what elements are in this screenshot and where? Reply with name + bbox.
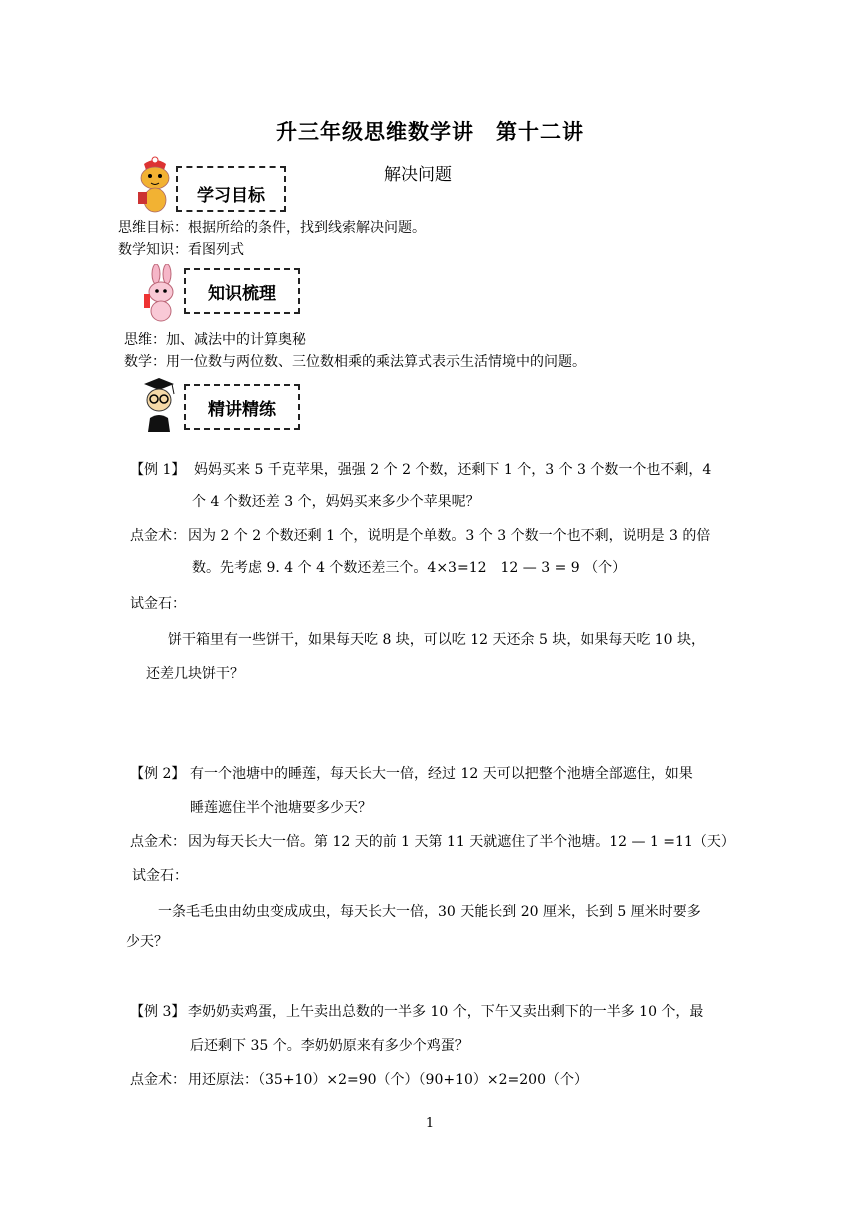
tiger-mascot-icon bbox=[134, 156, 176, 214]
page-title: 升三年级思维数学讲 第十二讲 bbox=[276, 120, 584, 144]
section-badge-practice bbox=[184, 384, 300, 430]
example-label: 【例 3】 bbox=[130, 1004, 186, 1020]
tip-line: 因为每天长大一倍。第 12 天的前 1 天第 11 天就遮住了半个池塘。12 — 1 =11（天） bbox=[188, 834, 735, 850]
try-label: 试金石： bbox=[130, 596, 186, 612]
goal-line: 思维目标：根据所给的条件，找到线索解决问题。 bbox=[118, 220, 426, 236]
section-badge-knowledge bbox=[184, 268, 300, 314]
tip-line: 因为 2 个 2 个数还剩 1 个，说明是个单数。3 个 3 个数一个也不剩，说明是 3 的倍 bbox=[188, 528, 711, 544]
knowledge-line: 数学：用一位数与两位数、三位数相乘的乘法算式表示生活情境中的问题。 bbox=[124, 354, 586, 370]
example-question-line: 睡莲遮住半个池塘要多少天？ bbox=[190, 800, 372, 816]
example-label: 【例 1】 bbox=[130, 462, 186, 478]
knowledge-line: 思维：加、减法中的计算奥秘 bbox=[124, 332, 306, 348]
exercise-line: 饼干箱里有一些饼干，如果每天吃 8 块，可以吃 12 天还余 5 块，如果每天吃 10 块， bbox=[168, 632, 706, 648]
scholar-mascot-icon bbox=[138, 376, 180, 434]
example-question-line: 李奶奶卖鸡蛋，上午卖出总数的一半多 10 个，下午又卖出剩下的一半多 10 个，最 bbox=[188, 1004, 704, 1020]
example-question-line: 个 4 个数还差 3 个，妈妈买来多少个苹果呢？ bbox=[192, 494, 480, 510]
goal-line: 数学知识：看图列式 bbox=[118, 242, 244, 258]
try-label: 试金石： bbox=[132, 868, 188, 884]
tip-line: 用还原法：（35+10）×2=90（个）（90+10）×2=200（个） bbox=[188, 1072, 588, 1088]
tip-label: 点金术： bbox=[130, 528, 186, 544]
example-question-line: 妈妈买来 5 千克苹果，强强 2 个 2 个数，还剩下 1 个，3 个 3 个数一个也不剩，4 bbox=[194, 462, 712, 478]
tip-line: 数。先考虑 9. 4 个 4 个数还差三个。4×3=12 12 — 3 = 9 （个） bbox=[192, 560, 627, 576]
section-badge-label: 精讲精练 bbox=[208, 399, 276, 420]
example-question-line: 有一个池塘中的睡莲，每天长大一倍，经过 12 天可以把整个池塘全部遮住，如果 bbox=[190, 766, 693, 782]
section-badge-goals bbox=[176, 166, 286, 212]
exercise-line: 少天？ bbox=[126, 934, 168, 950]
section-badge-label: 学习目标 bbox=[197, 186, 265, 206]
section-badge-label: 知识梳理 bbox=[208, 283, 276, 304]
page-subtitle: 解决问题 bbox=[384, 165, 452, 185]
page-number: 1 bbox=[425, 1116, 435, 1131]
rabbit-mascot-icon bbox=[140, 264, 182, 322]
tip-label: 点金术： bbox=[130, 834, 186, 850]
tip-label: 点金术： bbox=[130, 1072, 186, 1088]
example-label: 【例 2】 bbox=[130, 766, 186, 782]
exercise-line: 还差几块饼干？ bbox=[146, 666, 244, 682]
exercise-line: 一条毛毛虫由幼虫变成成虫，每天长大一倍，30 天能长到 20 厘米，长到 5 厘米时要多 bbox=[158, 904, 701, 920]
example-question-line: 后还剩下 35 个。李奶奶原来有多少个鸡蛋？ bbox=[190, 1038, 469, 1054]
